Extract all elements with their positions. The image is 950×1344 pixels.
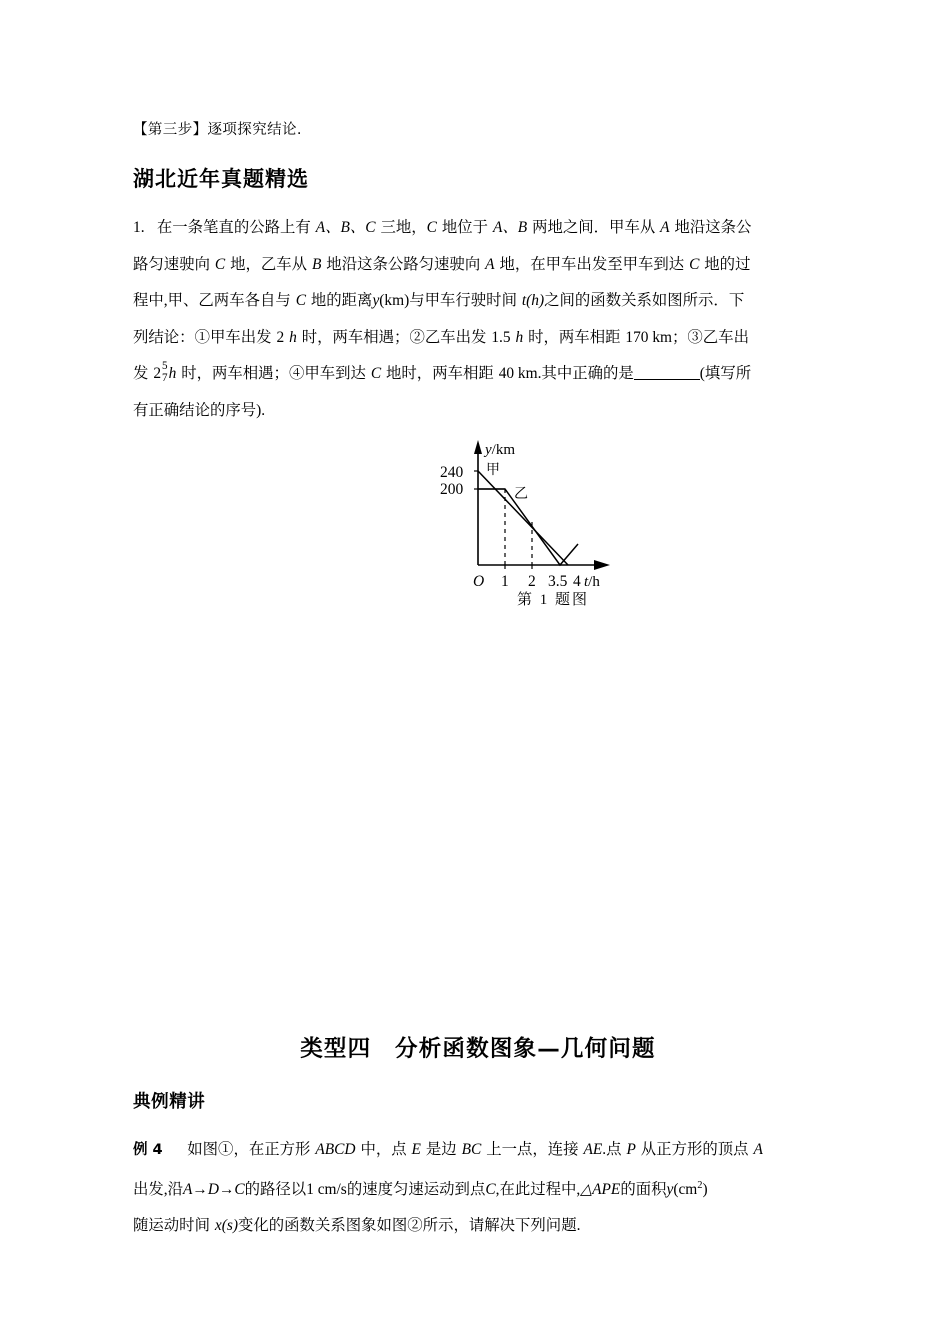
- text-run: 列结论：①甲车出发: [133, 328, 272, 346]
- math-unit-close: ): [702, 1181, 708, 1199]
- sub-heading-dianli: 典例精讲: [133, 1092, 206, 1112]
- math-var: h: [515, 328, 524, 346]
- math-var: C: [295, 292, 306, 309]
- section-heading: 湖北近年真题精选: [133, 167, 309, 191]
- math-number: 170 km: [625, 328, 673, 346]
- math-var: t: [521, 292, 527, 309]
- figure-1-caption: 第 1 题图: [516, 592, 589, 608]
- y-axis-label: y/km: [485, 442, 516, 458]
- text-run: (填写所: [699, 365, 752, 382]
- x-tick-2: 2: [528, 573, 536, 590]
- text-run: 的路径以: [244, 1181, 307, 1199]
- math-var: h: [168, 365, 177, 382]
- text-run: 从正方形的顶点: [640, 1141, 749, 1158]
- text-run: 变化的函数关系图象如图②所示，请解决下列问题.: [237, 1217, 581, 1235]
- math-var: A: [660, 219, 670, 236]
- math-var: h: [289, 328, 297, 346]
- math-unit: (s): [221, 1217, 238, 1235]
- example-4-label: 例 4: [133, 1142, 163, 1158]
- text-run: .点: [602, 1141, 622, 1158]
- problem-1-line-4: [133, 320, 823, 357]
- text-run: 在一条笔直的公路上有: [156, 219, 311, 236]
- answer-blank[interactable]: [634, 364, 700, 380]
- x-tick-origin: O: [473, 573, 485, 590]
- math-var: ABCD: [315, 1141, 356, 1158]
- text-run: ；③乙车出: [672, 328, 749, 346]
- math-exponent: 2: [697, 1180, 703, 1191]
- math-var: A: [753, 1141, 763, 1158]
- math-var: △APE: [580, 1181, 621, 1199]
- math-var: y: [666, 1181, 674, 1199]
- math-var: C: [370, 365, 382, 382]
- example-4-line-2: [133, 1168, 825, 1208]
- problem-1: [133, 210, 823, 429]
- text-run: 中，点: [360, 1141, 407, 1158]
- fraction-numerator: 5: [162, 360, 168, 373]
- math-var: A: [485, 255, 495, 273]
- series-label-yi: 乙: [514, 486, 528, 502]
- step-line: 【第三步】逐项探究结论.: [133, 122, 302, 138]
- x-tick-1: 1: [501, 573, 509, 590]
- problem-1-number: 1.: [133, 219, 145, 236]
- text-run: 路匀速驶向: [133, 255, 210, 273]
- math-var: C: [689, 255, 700, 273]
- math-path: A→D→C: [183, 1181, 245, 1199]
- text-run: ,在此过程中,: [495, 1181, 581, 1199]
- text-run: 时，两车相距: [528, 328, 621, 346]
- math-unit: (km): [379, 292, 410, 309]
- type-four-title: 类型四 分析函数图象—几何问题: [300, 1036, 656, 1062]
- x-axis-arrow: [594, 560, 610, 570]
- text-run: 上一点，连接: [486, 1141, 579, 1158]
- math-var: E: [411, 1141, 421, 1158]
- math-var: A、B、C: [315, 219, 376, 236]
- text-run: 之间的函数关系如图所示．下: [544, 292, 745, 309]
- math-var: B: [311, 255, 322, 273]
- text-run: 的面积: [620, 1181, 667, 1199]
- x-tick-3point5: 3.5: [548, 573, 568, 590]
- text-run: 地时，两车相距: [386, 365, 494, 382]
- text-run: 程中,甲、乙两车各自与: [133, 292, 291, 309]
- math-number: 40 km: [498, 365, 538, 382]
- text-run: 发: [133, 365, 149, 382]
- problem-1-line-5: [133, 356, 823, 393]
- text-run: 两地之间．甲车从: [532, 219, 656, 236]
- series-label-jia: 甲: [486, 462, 500, 478]
- problem-1-line-3: [133, 283, 823, 320]
- text-run: 地沿这条公路匀速驶向: [326, 255, 481, 273]
- example-4: [133, 1132, 825, 1244]
- math-var: C: [214, 255, 226, 273]
- problem-1-line-6: 有正确结论的序号).: [133, 401, 266, 419]
- math-number: 1 cm/s: [306, 1181, 347, 1199]
- text-run: 地，乙车从: [230, 255, 308, 273]
- math-var: y: [372, 292, 380, 309]
- math-number: 2: [276, 328, 285, 346]
- text-run: 出发,沿: [133, 1181, 184, 1199]
- text-run: 如图①，在正方形: [187, 1141, 311, 1158]
- math-unit: (cm: [673, 1181, 698, 1199]
- y-axis-arrow: [474, 440, 482, 454]
- text-run: 随运动时间: [133, 1217, 210, 1235]
- math-number: 2: [153, 365, 162, 382]
- text-run: 地的过: [704, 255, 751, 273]
- text-run: 地沿这条公: [674, 219, 752, 236]
- math-unit: (h): [526, 292, 545, 309]
- math-var: AE: [583, 1141, 603, 1158]
- fraction-five-sevenths: [162, 361, 168, 384]
- text-run: 三地，: [380, 219, 427, 236]
- series-yi-line: [478, 489, 578, 565]
- x-axis-label: t/h: [584, 574, 600, 590]
- text-run: 与甲车行驶时间: [409, 292, 517, 309]
- math-var: A、B: [492, 219, 528, 236]
- text-run: 地，在甲车出发至甲车到达: [499, 255, 685, 273]
- text-run: .其中正确的是: [537, 365, 634, 382]
- math-var: C: [426, 219, 437, 236]
- fraction-denominator: 7: [162, 371, 168, 384]
- example-4-line-1: [133, 1132, 825, 1168]
- text-run: 地位于: [441, 219, 489, 236]
- math-number: 1.5: [491, 328, 511, 346]
- text-run: 地的距离: [310, 292, 373, 309]
- math-var: C: [485, 1181, 496, 1199]
- math-var: x: [214, 1217, 222, 1235]
- problem-1-line-2: [133, 247, 823, 284]
- x-tick-4: 4: [573, 573, 581, 590]
- text-run: 时，两车相遇；②乙车出发: [301, 328, 487, 346]
- text-run: 时，两车相遇；④甲车到达: [181, 365, 366, 382]
- example-4-line-3: [133, 1208, 825, 1244]
- y-tick-200: 200: [440, 481, 464, 498]
- text-run: 的速度匀速运动到点: [346, 1181, 486, 1199]
- text-run: 是边: [425, 1141, 457, 1158]
- math-var: P: [626, 1141, 636, 1158]
- math-var: BC: [461, 1141, 482, 1158]
- y-tick-240: 240: [440, 464, 464, 481]
- problem-1-line-1: [133, 210, 823, 247]
